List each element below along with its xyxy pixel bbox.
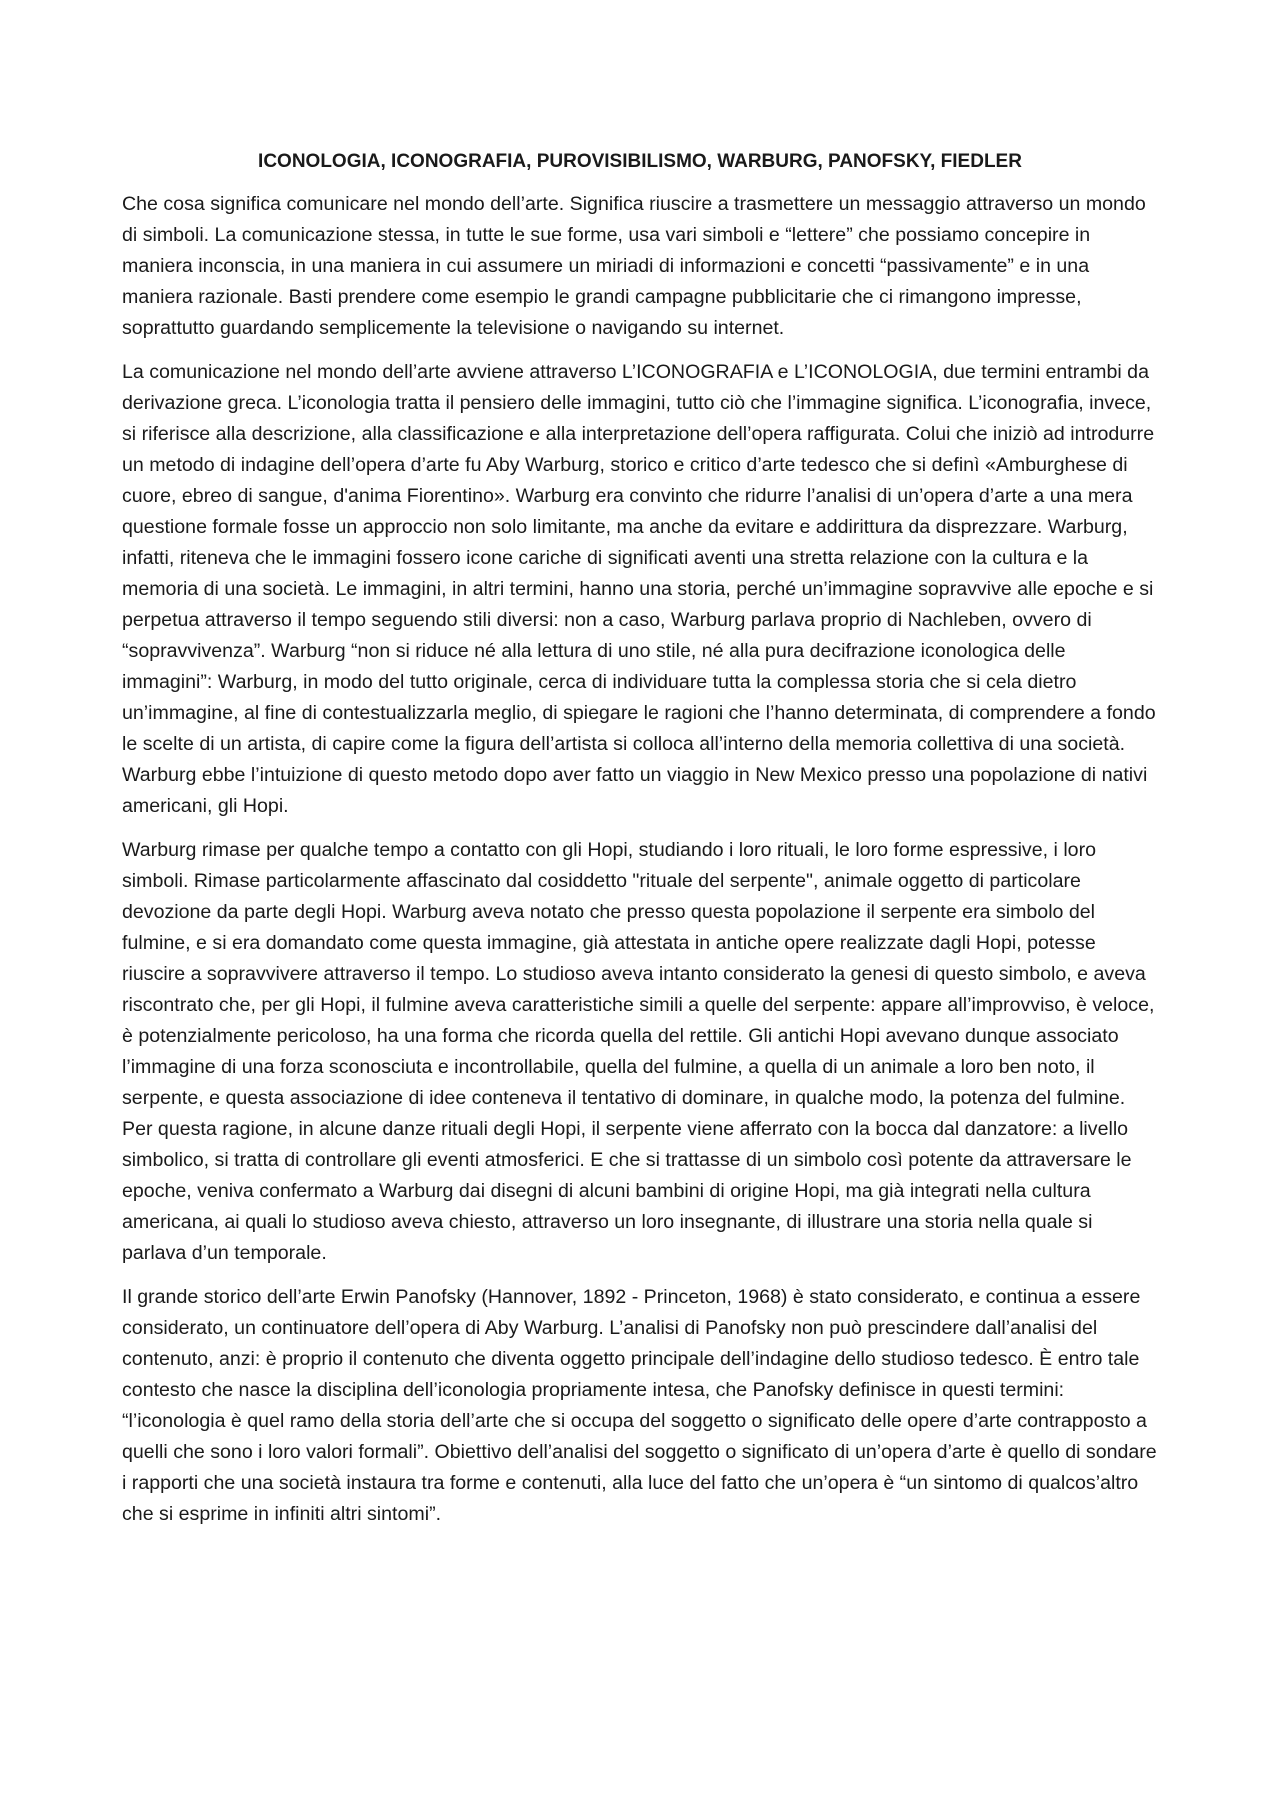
document-title: ICONOLOGIA, ICONOGRAFIA, PUROVISIBILISMO, WARBURG, PANOFSKY, FIEDLER — [258, 151, 1022, 172]
paragraph-intro: Che cosa significa comunicare nel mondo dell’arte. Significa riuscire a trasmettere un messaggio attraverso un mondo di simboli. La comunicazione stessa, in tutte le sue forme, usa vari simboli e “lettere” che possiamo concepire in maniera inconscia, in una maniera in cui assumere un miriadi di informazioni e concetti “passivamente” e in una maniera razionale. Basti prendere come esempio le grandi campagne pubblicitarie che ci rimangono impresse, soprattutto guardando semplicemente la televisione o navigando su internet. — [122, 193, 1146, 339]
paragraph-warburg-hopi: Warburg rimase per qualche tempo a contatto con gli Hopi, studiando i loro rituali, le loro forme espressive, i loro simboli. Rimase particolarmente affascinato dal cosiddetto "rituale del serpente", animale oggetto di particolare devozione da parte degli Hopi. Warburg aveva notato che presso questa popolazione il serpente era simbolo del fulmine, e si era domandato come questa immagine, già attestata in antiche opere realizzate dagli Hopi, potesse riuscire a sopravvivere attraverso il tempo. Lo studioso aveva intanto considerato la genesi di questo simbolo, e aveva riscontrato che, per gli Hopi, il fulmine aveva caratteristiche simili a quelle del serpente: appare all’improvviso, è veloce, è potenzialmente pericoloso, ha una forma che ricorda quella del rettile. Gli antichi Hopi avevano dunque associato l’immagine di una forza sconosciuta e incontrollabile, quella del fulmine, a quella di un animale a loro ben noto, il serpente, e questa associazione di idee conteneva il tentativo di dominare, in qualche modo, la potenza del fulmine. Per questa ragione, in alcune danze rituali degli Hopi, il serpente viene afferrato con la bocca dal danzatore: a livello simbolico, si tratta di controllare gli eventi atmosferici. E che si trattasse di un simbolo così potente da attraversare le epoche, veniva confermato a Warburg dai disegni di alcuni bambini di origine Hopi, ma già integrati nella cultura americana, ai quali lo studioso aveva chiesto, attraverso un loro insegnante, di illustrare una storia nella quale si parlava d’un temporale. — [122, 839, 1155, 1264]
document-page — [122, 148, 1158, 1543]
paragraph-iconografia-iconologia: La comunicazione nel mondo dell’arte avviene attraverso L’ICONOGRAFIA e L’ICONOLOGIA, due termini entrambi da derivazione greca. L’iconologia tratta il pensiero delle immagini, tutto ciò che l’immagine significa. L’iconografia, invece, si riferisce alla descrizione, alla classificazione e alla interpretazione dell’opera raffigurata. Colui che iniziò ad introdurre un metodo di indagine dell’opera d’arte fu Aby Warburg, storico e critico d’arte tedesco che si definì «Amburghese di cuore, ebreo di sangue, d'anima Fiorentino». Warburg era convinto che ridurre l’analisi di un’opera d’arte a una mera questione formale fosse un approccio non solo limitante, ma anche da evitare e addirittura da disprezzare. Warburg, infatti, riteneva che le immagini fossero icone cariche di significati aventi una stretta relazione con la cultura e la memoria di una società. Le immagini, in altri termini, hanno una storia, perché un’immagine sopravvive alle epoche e si perpetua attraverso il tempo seguendo stili diversi: non a caso, Warburg parlava proprio di Nachleben, ovvero di “sopravvivenza”. Warburg “non si riduce né alla lettura di uno stile, né alla pura decifrazione iconologica delle immagini”: Warburg, in modo del tutto originale, cerca di individuare tutta la complessa storia che si cela dietro un’immagine, al fine di contestualizzarla meglio, di spiegare le ragioni che l’hanno determinata, di comprendere a fondo le scelte di un artista, di capire come la figura dell’artista si colloca all’interno della memoria collettiva di una società. Warburg ebbe l’intuizione di questo metodo dopo aver fatto un viaggio in New Mexico presso una popolazione di nativi americani, gli Hopi. — [122, 361, 1156, 817]
paragraph-panofsky: Il grande storico dell’arte Erwin Panofsky (Hannover, 1892 - Princeton, 1968) è stato considerato, e continua a essere considerato, un continuatore dell’opera di Aby Warburg. L’analisi di Panofsky non può prescindere dall’analisi del contenuto, anzi: è proprio il contenuto che diventa oggetto principale dell’indagine dello studioso tedesco. È entro tale contesto che nasce la disciplina dell’iconologia propriamente intesa, che Panofsky definisce in questi termini: “l’iconologia è quel ramo della storia dell’arte che si occupa del soggetto o significato delle opere d’arte contrapposto a quelli che sono i loro valori formali”. Obiettivo dell’analisi del soggetto o significato di un’opera d’arte è quello di sondare i rapporti che una società instaura tra forme e contenuti, alla luce del fatto che un’opera è “un sintomo di qualcos’altro che si esprime in infiniti altri sintomi”. — [122, 1286, 1157, 1525]
